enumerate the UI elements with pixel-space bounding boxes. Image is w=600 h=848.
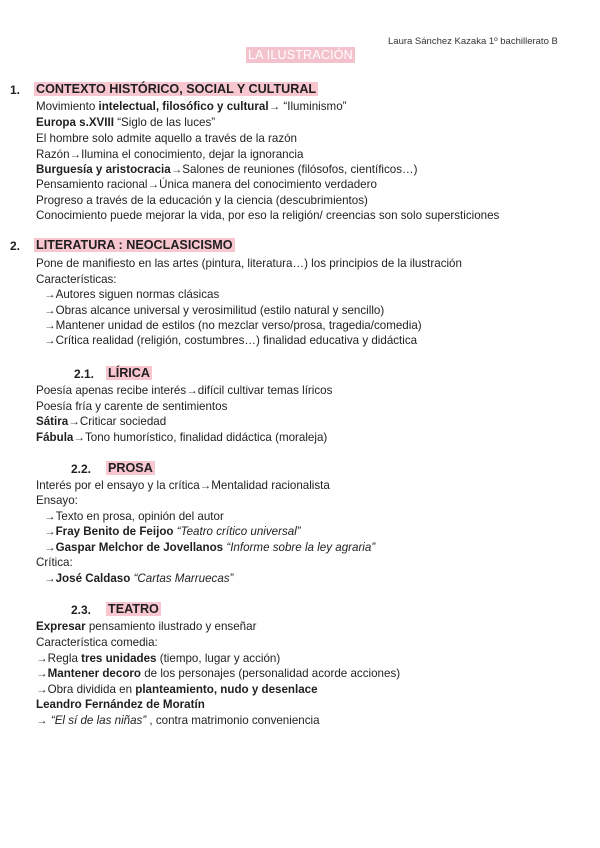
teatro-line-5: →Obra dividida en planteamiento, nudo y desenlace: [36, 683, 318, 696]
lirica-line-2: Poesía fría y carente de sentimientos: [36, 400, 228, 413]
section-1-number: 1.: [10, 83, 21, 97]
lirica-line-1: Poesía apenas recibe interés→difícil cultivar temas líricos: [36, 384, 333, 397]
teatro-line-6: Leandro Fernández de Moratín: [36, 698, 205, 711]
teatro-line-1: Expresar pensamiento ilustrado y enseñar: [36, 620, 257, 633]
teatro-line-7: → “El sí de las niñas” , contra matrimonio conveniencia: [36, 714, 320, 727]
lirica-line-4: Fábula→Tono humorístico, finalidad didáctica (moraleja): [36, 431, 328, 444]
section-2-heading: LITERATURA : NEOCLASICISMO: [36, 238, 233, 252]
teatro-line-4: →Mantener decoro de los personajes (personalidad acorde acciones): [36, 667, 401, 680]
prosa-line-3: →Texto en prosa, opinión del autor: [44, 510, 224, 523]
document-title: LA ILUSTRACIÓN: [248, 48, 353, 62]
s2-line-6: →Crítica realidad (religión, costumbres…) finalidad educativa y didáctica: [44, 334, 418, 347]
subsection-2-2-number: 2.2.: [71, 462, 92, 476]
s1-line-3: El hombre solo admite aquello a través de la razón: [36, 132, 298, 145]
subsection-2-3-heading: TEATRO: [108, 602, 159, 616]
s2-line-3: →Autores siguen normas clásicas: [44, 288, 220, 301]
prosa-line-7: →José Caldaso “Cartas Marruecas”: [44, 572, 234, 585]
lirica-line-3: Sátira→Criticar sociedad: [36, 415, 167, 428]
prosa-line-5: →Gaspar Melchor de Jovellanos “Informe sobre la ley agraria”: [44, 541, 376, 554]
prosa-line-1: Interés por el ensayo y la crítica→Mentalidad racionalista: [36, 479, 330, 492]
s1-line-4: Razón→Ilumina el conocimiento, dejar la ignorancia: [36, 148, 304, 161]
s2-line-5: →Mantener unidad de estilos (no mezclar verso/prosa, tragedia/comedia): [44, 319, 422, 332]
prosa-line-2: Ensayo:: [36, 494, 78, 507]
subsection-2-1-heading: LÍRICA: [108, 366, 150, 380]
s1-line-6: Pensamiento racional→Única manera del conocimiento verdadero: [36, 178, 377, 191]
subsection-2-2-heading: PROSA: [108, 461, 153, 475]
s1-line-5: Burguesía y aristocracia→Salones de reuniones (filósofos, científicos…): [36, 163, 418, 176]
section-2-number: 2.: [10, 239, 21, 253]
teatro-line-2: Característica comedia:: [36, 636, 158, 649]
s1-line-8: Conocimiento puede mejorar la vida, por eso la religión/ creencias son solo supersticiones: [36, 209, 500, 222]
s1-line-1: Movimiento intelectual, filosófico y cultural→ “Iluminismo”: [36, 100, 347, 113]
subsection-2-1-number: 2.1.: [74, 367, 95, 381]
prosa-line-4: →Fray Benito de Feijoo “Teatro crítico universal”: [44, 525, 301, 538]
prosa-line-6: Crítica:: [36, 556, 73, 569]
s2-line-4: →Obras alcance universal y verosimilitud (estilo natural y sencillo): [44, 304, 385, 317]
teatro-line-3: →Regla tres unidades (tiempo, lugar y acción): [36, 652, 281, 665]
subsection-2-3-number: 2.3.: [71, 603, 92, 617]
s2-line-2: Características:: [36, 273, 117, 286]
s2-line-1: Pone de manifiesto en las artes (pintura, literatura…) los principios de la ilustración: [36, 257, 462, 270]
s1-line-2: Europa s.XVIII “Siglo de las luces”: [36, 116, 216, 129]
section-1-heading: CONTEXTO HISTÓRICO, SOCIAL Y CULTURAL: [36, 82, 317, 96]
author-line: Laura Sánchez Kazaka 1º bachillerato B: [388, 36, 558, 47]
s1-line-7: Progreso a través de la educación y la ciencia (descubrimientos): [36, 194, 368, 207]
